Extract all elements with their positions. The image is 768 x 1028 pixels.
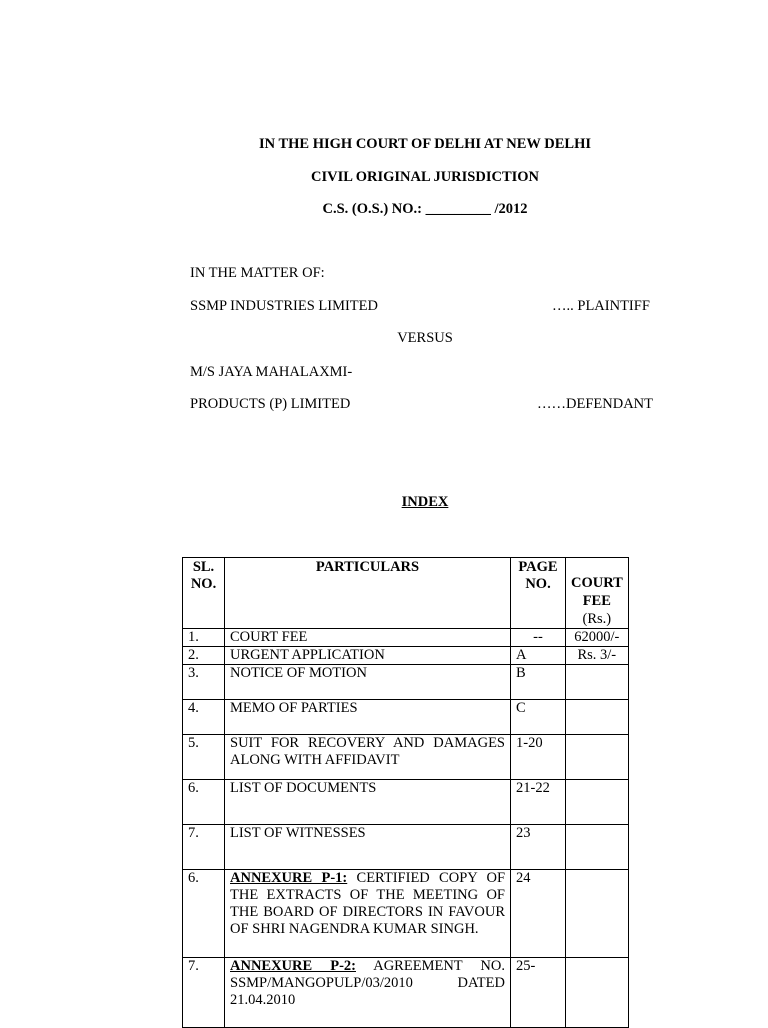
matter-intro: IN THE MATTER OF: — [190, 265, 325, 281]
defendant-role: ……DEFENDANT — [537, 396, 653, 412]
table-row — [183, 665, 629, 700]
row-page-no: C — [511, 700, 566, 735]
court-title: IN THE HIGH COURT OF DELHI AT NEW DELHI — [259, 136, 591, 152]
row-particulars — [225, 870, 511, 958]
row-court-fee: Rs. 3/- — [566, 647, 629, 665]
row-court-fee — [566, 665, 629, 700]
row-page-no: B — [511, 665, 566, 700]
row-page-no: 1-20 — [511, 735, 566, 780]
row-page-no: -- — [511, 629, 566, 647]
row-page-no: 25- — [511, 958, 566, 1028]
header-court-fee — [566, 558, 629, 629]
case-number: C.S. (O.S.) NO.: _________ /2012 — [322, 201, 528, 217]
table-row — [183, 958, 629, 1028]
table-row — [183, 870, 629, 958]
index-title: INDEX — [401, 494, 449, 510]
court-fee-label: COURT FEE — [571, 575, 623, 609]
row-court-fee — [566, 780, 629, 825]
row-court-fee: 62000/- — [566, 629, 629, 647]
particulars-text: COURT FEE — [230, 629, 308, 645]
row-sl-no: 6. — [183, 780, 225, 825]
particulars-text: NOTICE OF MOTION — [230, 665, 367, 681]
court-fee-unit: (Rs.) — [582, 611, 612, 627]
row-particulars — [225, 780, 511, 825]
row-page-no: 23 — [511, 825, 566, 870]
table-row — [183, 735, 629, 780]
annexure-label: ANNEXURE P-2: — [230, 958, 356, 974]
particulars-text: CERTIFIED COPY OF THE EXTRACTS OF THE MEETING OF THE BOARD OF DIRECTORS IN FAVOUR OF SHRI NAGENDRA KUMAR SINGH. — [230, 870, 506, 937]
row-page-no: 21-22 — [511, 780, 566, 825]
row-court-fee — [566, 735, 629, 780]
defendant-name-line2: PRODUCTS (P) LIMITED — [190, 396, 351, 412]
table-row — [183, 825, 629, 870]
row-sl-no: 4. — [183, 700, 225, 735]
table-row — [183, 780, 629, 825]
row-sl-no: 7. — [183, 958, 225, 1028]
header-sl-no: SL. NO. — [183, 558, 225, 629]
table-row — [183, 700, 629, 735]
index-table — [182, 557, 629, 1028]
particulars-text: AGREEMENT NO. SSMP/MANGOPULP/03/2010 DATED 21.04.2010 — [230, 958, 505, 1008]
plaintiff-role: ….. PLAINTIFF — [552, 298, 650, 314]
particulars-text: MEMO OF PARTIES — [230, 700, 358, 716]
plaintiff-name: SSMP INDUSTRIES LIMITED — [190, 298, 378, 314]
row-page-no: 24 — [511, 870, 566, 958]
particulars-text: URGENT APPLICATION — [230, 647, 385, 663]
jurisdiction-title: CIVIL ORIGINAL JURISDICTION — [310, 169, 540, 185]
header-page-no: PAGE NO. — [511, 558, 566, 629]
row-sl-no: 5. — [183, 735, 225, 780]
row-particulars — [225, 825, 511, 870]
row-court-fee — [566, 958, 629, 1028]
row-particulars — [225, 647, 511, 665]
row-page-no: A — [511, 647, 566, 665]
row-court-fee — [566, 825, 629, 870]
versus-label: VERSUS — [397, 330, 453, 346]
table-row — [183, 647, 629, 665]
row-court-fee — [566, 870, 629, 958]
row-court-fee — [566, 700, 629, 735]
row-particulars — [225, 958, 511, 1028]
row-particulars — [225, 735, 511, 780]
index-header-row — [183, 558, 629, 629]
row-particulars — [225, 629, 511, 647]
particulars-text: SUIT FOR RECOVERY AND DAMAGES ALONG WITH AFFIDAVIT — [230, 735, 505, 768]
row-sl-no: 3. — [183, 665, 225, 700]
row-sl-no: 2. — [183, 647, 225, 665]
row-sl-no: 6. — [183, 870, 225, 958]
particulars-text: LIST OF DOCUMENTS — [230, 780, 377, 796]
table-row — [183, 629, 629, 647]
defendant-name-line1: M/S JAYA MAHALAXMI- — [190, 364, 353, 380]
annexure-label: ANNEXURE P-1: — [230, 870, 348, 886]
row-sl-no: 1. — [183, 629, 225, 647]
header-particulars: PARTICULARS — [225, 558, 511, 629]
row-sl-no: 7. — [183, 825, 225, 870]
particulars-text: LIST OF WITNESSES — [230, 825, 366, 841]
row-particulars — [225, 700, 511, 735]
row-particulars — [225, 665, 511, 700]
